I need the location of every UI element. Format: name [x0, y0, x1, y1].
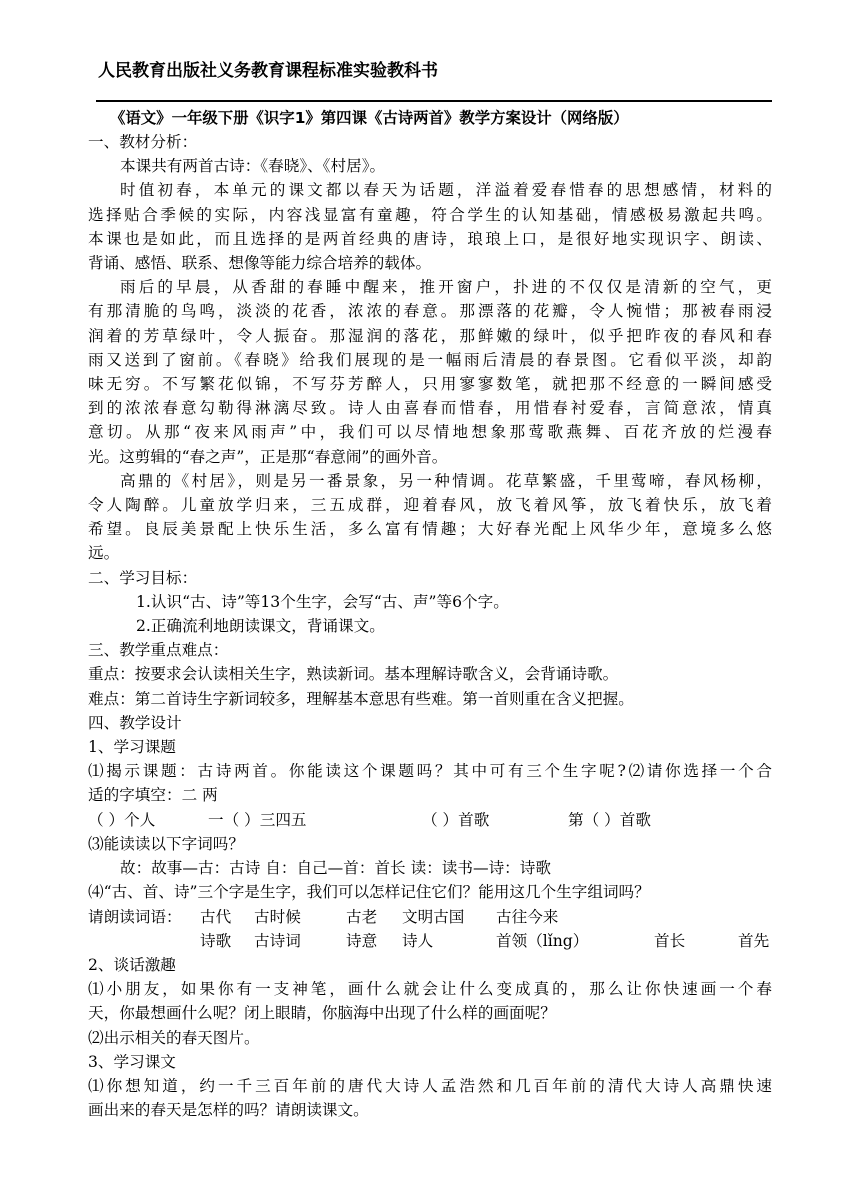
- reading-word: 首领（lǐng）: [496, 931, 589, 950]
- paragraph-line: 令人陶醉。儿童放学归来，三五成群，迎着春风，放飞着风筝，放飞着快乐，放飞着: [88, 496, 772, 515]
- reading-word: 古时候: [254, 907, 301, 926]
- section-heading-key-points: 三、教学重点难点：: [88, 641, 229, 660]
- paragraph-line: 天，你最想画什么呢？闭上眼睛，你脑海中出现了什么样的画面呢？: [88, 1004, 556, 1023]
- paragraph-line: ⑴揭示课题：古诗两首。你能读这个课题吗？其中可有三个生字呢?⑵请你选择一个合: [88, 762, 772, 781]
- paragraph-line: ⑴小朋友，如果你有一支神笔，画什么就会让什么变成真的，那么让你快速画一个春: [88, 980, 772, 999]
- paragraph-line: ⑵出示相关的春天图片。: [88, 1028, 260, 1047]
- paragraph-line: 光。这剪辑的“春之声”，正是那“春意闹”的画外音。: [88, 447, 448, 466]
- reading-word: 诗意: [346, 931, 378, 950]
- paragraph-line: 背诵、感悟、联系、想像等能力综合培养的载体。: [88, 254, 432, 273]
- difficult-point: 难点：第二首诗生字新词较多，理解基本意思有些难。第一首则重在含义把握。: [88, 689, 634, 708]
- paragraph-line: ⑷“古、首、诗”三个字是生字，我们可以怎样记住它们？能用这几个生字组词吗？: [88, 883, 650, 902]
- paragraph-line: 时值初春，本单元的课文都以春天为话题，洋溢着爱春惜春的思想感情，材料的: [120, 181, 772, 200]
- subsection-heading: 3、学习课文: [88, 1052, 176, 1071]
- key-point: 重点：按要求会认读相关生字，熟读新词。基本理解诗歌含义，会背诵诗歌。: [88, 665, 619, 684]
- section-heading-design: 四、教学设计: [88, 713, 182, 732]
- reading-words-row-1: [88, 905, 772, 929]
- paragraph-line: 到的浓浓春意勾勒得淋漓尽致。诗人由喜春而惜春，用惜春衬爱春，言简意浓，情真: [88, 399, 772, 418]
- reading-word: 古代: [200, 907, 232, 926]
- fill-blank-row: [88, 808, 772, 832]
- objective-item: 1.认识“古、诗”等13个生字，会写“古、声”等6个字。: [136, 592, 509, 611]
- document-page: [88, 60, 772, 1122]
- reading-word: 诗人: [402, 931, 434, 950]
- paragraph-line: 画出来的春天是怎样的吗？请朗读课文。: [88, 1101, 369, 1120]
- reading-word: 古老: [346, 907, 378, 926]
- paragraph-line: 适的字填空：二 两: [88, 786, 218, 805]
- reading-word: 古往今来: [496, 907, 559, 926]
- publisher-header: 人民教育出版社义务教育课程标准实验教科书: [98, 61, 438, 81]
- fill-blank: 一（ ）三四五: [208, 810, 307, 829]
- paragraph-line: 味无穷。不写繁花似锦，不写芬芳醉人，只用寥寥数笔，就把那不经意的一瞬间感受: [88, 375, 772, 394]
- reading-word: 诗歌: [200, 931, 232, 950]
- objective-item: 2.正确流利地朗读课文，背诵课文。: [136, 617, 385, 636]
- word-pairs: 故：故事—古：古诗 自：自己—首：首长 读：读书—诗：诗歌: [120, 859, 551, 878]
- reading-word: 首先: [738, 931, 770, 950]
- paragraph-line: 意切。从那“夜来风雨声”中，我们可以尽情地想象那莺歌燕舞、百花齐放的烂漫春: [88, 423, 772, 442]
- paragraph-line: 选择贴合季候的实际，内容浅显富有童趣，符合学生的认知基础，情感极易激起共鸣。: [88, 205, 772, 224]
- paragraph-line: 远。: [88, 544, 120, 563]
- subsection-heading: 2、谈话激趣: [88, 955, 176, 974]
- paragraph-line: 有那清脆的鸟鸣，淡淡的花香，浓浓的春意。那漂落的花瓣，令人惋惜；那被春雨浸: [88, 302, 772, 321]
- subsection-heading: 1、学习课题: [88, 738, 176, 757]
- fill-blank: （ ）首歌: [422, 810, 490, 829]
- paragraph-line: 本课也是如此，而且选择的是两首经典的唐诗，琅琅上口，是很好地实现识字、朗读、: [88, 229, 772, 248]
- section-heading-analysis: 一、教材分析：: [88, 133, 198, 151]
- paragraph-line: 本课共有两首古诗：《春晓》、《村居》。: [120, 157, 386, 176]
- reading-words-row-2: [88, 929, 772, 953]
- section-heading-objectives: 二、学习目标：: [88, 568, 198, 587]
- reading-word: 古诗词: [254, 931, 301, 950]
- paragraph-line: ⑶能读读以下字词吗？: [88, 834, 244, 853]
- paragraph-line: 雨后的早晨，从香甜的春睡中醒来，推开窗户，扑进的不仅仅是清新的空气，更: [120, 278, 772, 297]
- document-title: 《语文》一年级下册《识字1》第四课《古诗两首》教学方案设计（网络版）: [110, 109, 629, 127]
- reading-word: 文明古国: [402, 907, 465, 926]
- header-rule: [96, 100, 772, 102]
- paragraph-line: 润着的芳草绿叶，令人振奋。那湿润的落花，那鲜嫩的绿叶，似乎把昨夜的春风和春: [88, 326, 772, 345]
- paragraph-line: ⑴你想知道，约一千三百年前的唐代大诗人孟浩然和几百年前的清代大诗人高鼎快速: [88, 1076, 772, 1095]
- reading-word: 首长: [654, 931, 686, 950]
- paragraph-line: 雨又送到了窗前。《春晓》给我们展现的是一幅雨后清晨的春景图。它看似平淡，却韵: [88, 350, 772, 369]
- paragraph-line: 高鼎的《村居》，则是另一番景象，另一种情调。花草繁盛，千里莺啼，春风杨柳，: [120, 471, 772, 490]
- fill-blank: （ ）个人: [88, 810, 156, 829]
- paragraph-line: 希望。良辰美景配上快乐生活，多么富有情趣；大好春光配上风华少年，意境多么悠: [88, 520, 772, 539]
- reading-label: 请朗读词语：: [88, 907, 182, 926]
- fill-blank: 第（ ）首歌: [568, 810, 651, 829]
